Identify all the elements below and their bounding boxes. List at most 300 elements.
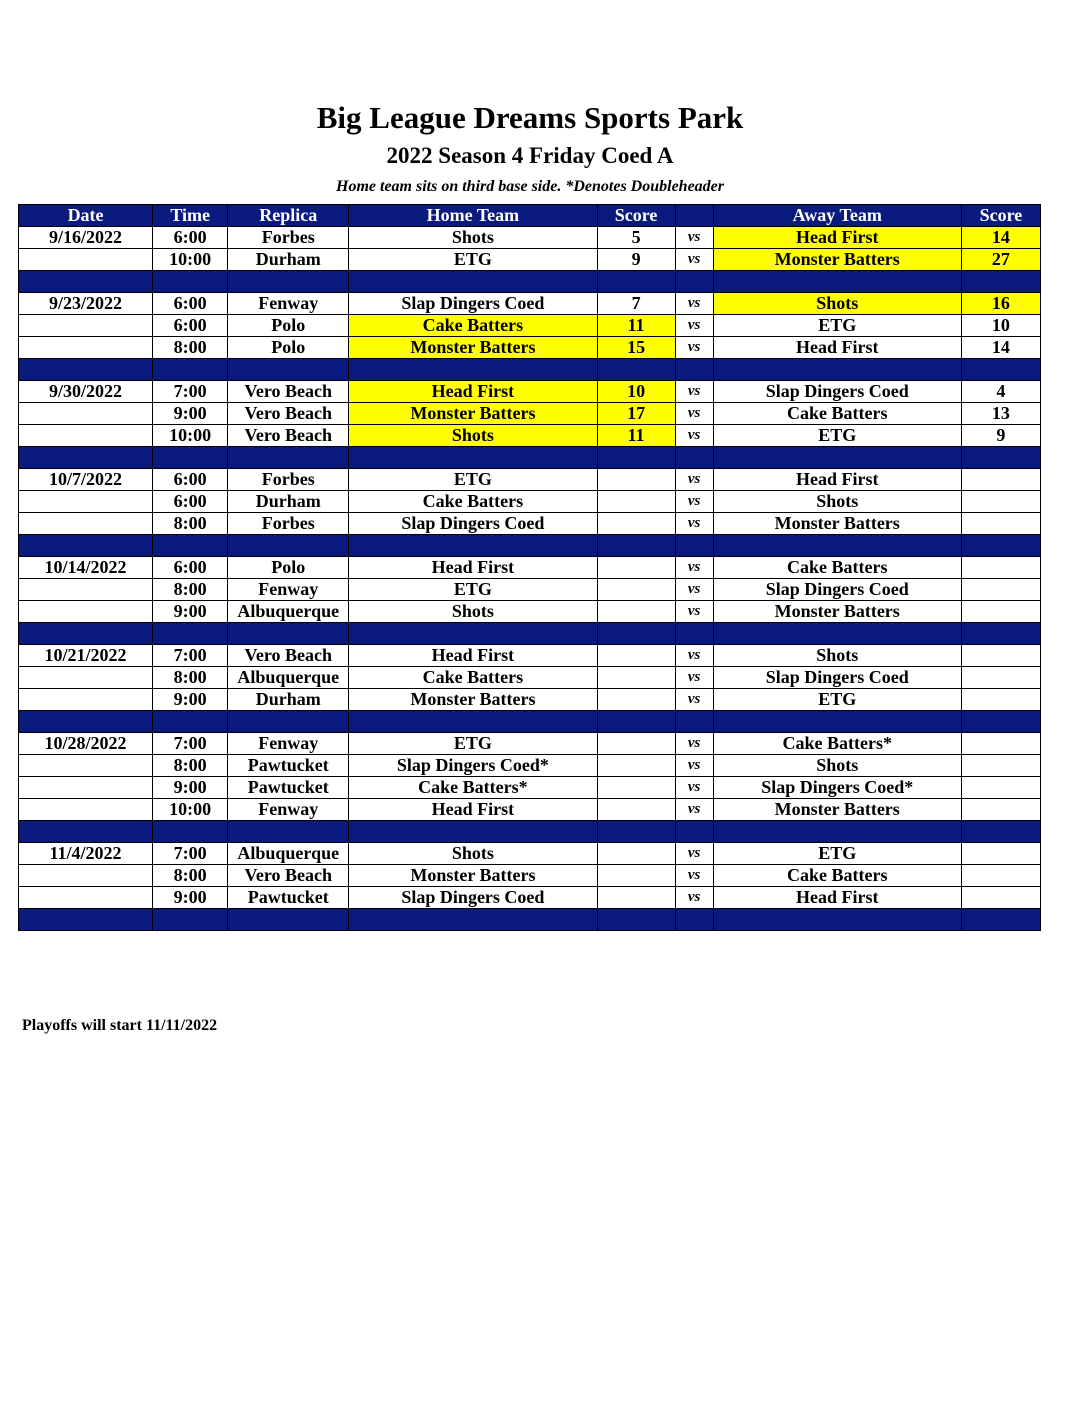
col-header-away-score: Score xyxy=(961,205,1040,227)
away-team-cell: Cake Batters xyxy=(713,865,961,887)
field-cell: Vero Beach xyxy=(228,425,349,447)
field-cell: Fenway xyxy=(228,799,349,821)
separator-cell xyxy=(597,711,675,733)
away-score-cell: 13 xyxy=(961,403,1040,425)
time-cell: 6:00 xyxy=(153,293,228,315)
away-score-cell xyxy=(961,733,1040,755)
home-score-cell xyxy=(597,513,675,535)
home-score-cell xyxy=(597,799,675,821)
away-team-cell: Monster Batters xyxy=(713,249,961,271)
home-score-cell xyxy=(597,865,675,887)
vs-cell: vs xyxy=(675,755,713,777)
table-row xyxy=(19,513,1041,535)
away-team-cell: Monster Batters xyxy=(713,601,961,623)
table-row xyxy=(19,733,1041,755)
field-cell: Vero Beach xyxy=(228,865,349,887)
away-score-cell xyxy=(961,579,1040,601)
home-team-cell: Monster Batters xyxy=(349,403,597,425)
time-cell: 6:00 xyxy=(153,469,228,491)
away-score-cell xyxy=(961,843,1040,865)
col-header-time: Time xyxy=(153,205,228,227)
home-team-cell: ETG xyxy=(349,469,597,491)
home-team-cell: ETG xyxy=(349,579,597,601)
home-score-cell xyxy=(597,755,675,777)
separator-cell xyxy=(228,447,349,469)
home-team-cell: Cake Batters xyxy=(349,491,597,513)
table-row xyxy=(19,579,1041,601)
vs-cell: vs xyxy=(675,513,713,535)
separator-cell xyxy=(961,271,1040,293)
time-cell: 7:00 xyxy=(153,733,228,755)
col-header-home-score: Score xyxy=(597,205,675,227)
away-team-cell: Monster Batters xyxy=(713,513,961,535)
date-cell: 10/21/2022 xyxy=(19,645,153,667)
away-team-cell: Cake Batters* xyxy=(713,733,961,755)
field-cell: Durham xyxy=(228,491,349,513)
away-score-cell xyxy=(961,557,1040,579)
field-cell: Pawtucket xyxy=(228,887,349,909)
vs-cell: vs xyxy=(675,249,713,271)
away-team-cell: Slap Dingers Coed xyxy=(713,579,961,601)
time-cell: 6:00 xyxy=(153,557,228,579)
vs-cell: vs xyxy=(675,381,713,403)
home-team-cell: Monster Batters xyxy=(349,689,597,711)
away-score-cell: 10 xyxy=(961,315,1040,337)
table-row xyxy=(19,337,1041,359)
separator-cell xyxy=(19,821,153,843)
date-cell xyxy=(19,513,153,535)
away-team-cell: Shots xyxy=(713,293,961,315)
field-cell: Albuquerque xyxy=(228,667,349,689)
separator-cell xyxy=(597,623,675,645)
schedule-table xyxy=(18,204,1041,931)
vs-cell: vs xyxy=(675,579,713,601)
separator-cell xyxy=(597,447,675,469)
away-score-cell xyxy=(961,799,1040,821)
week-separator-row xyxy=(19,447,1041,469)
time-cell: 8:00 xyxy=(153,865,228,887)
home-team-cell: Shots xyxy=(349,425,597,447)
away-team-cell: Slap Dingers Coed xyxy=(713,381,961,403)
home-team-cell: Monster Batters xyxy=(349,865,597,887)
away-score-cell: 14 xyxy=(961,227,1040,249)
date-cell: 11/4/2022 xyxy=(19,843,153,865)
field-cell: Polo xyxy=(228,557,349,579)
col-header-away-team: Away Team xyxy=(713,205,961,227)
separator-cell xyxy=(153,359,228,381)
home-score-cell: 10 xyxy=(597,381,675,403)
col-header-vs xyxy=(675,205,713,227)
page-subtitle: 2022 Season 4 Friday Coed A xyxy=(386,143,674,168)
table-row xyxy=(19,227,1041,249)
vs-cell: vs xyxy=(675,315,713,337)
home-team-cell: Slap Dingers Coed xyxy=(349,887,597,909)
time-cell: 8:00 xyxy=(153,513,228,535)
field-cell: Albuquerque xyxy=(228,601,349,623)
time-cell: 10:00 xyxy=(153,799,228,821)
date-cell: 10/28/2022 xyxy=(19,733,153,755)
week-separator-row xyxy=(19,711,1041,733)
time-cell: 8:00 xyxy=(153,667,228,689)
separator-cell xyxy=(597,271,675,293)
home-score-cell xyxy=(597,667,675,689)
date-cell xyxy=(19,425,153,447)
vs-cell: vs xyxy=(675,469,713,491)
date-cell: 9/23/2022 xyxy=(19,293,153,315)
date-cell: 10/7/2022 xyxy=(19,469,153,491)
separator-cell xyxy=(153,447,228,469)
separator-cell xyxy=(228,623,349,645)
away-team-cell: Cake Batters xyxy=(713,557,961,579)
separator-cell xyxy=(228,359,349,381)
home-score-cell xyxy=(597,843,675,865)
home-team-cell: Head First xyxy=(349,381,597,403)
separator-cell xyxy=(228,909,349,931)
away-score-cell xyxy=(961,887,1040,909)
vs-cell: vs xyxy=(675,799,713,821)
away-score-cell xyxy=(961,645,1040,667)
time-cell: 9:00 xyxy=(153,403,228,425)
away-team-cell: Head First xyxy=(713,887,961,909)
away-team-cell: Slap Dingers Coed* xyxy=(713,777,961,799)
home-team-cell: ETG xyxy=(349,733,597,755)
separator-cell xyxy=(228,271,349,293)
away-score-cell xyxy=(961,777,1040,799)
home-team-cell: Shots xyxy=(349,843,597,865)
vs-cell: vs xyxy=(675,667,713,689)
vs-cell: vs xyxy=(675,491,713,513)
vs-cell: vs xyxy=(675,843,713,865)
vs-cell: vs xyxy=(675,425,713,447)
separator-cell xyxy=(961,535,1040,557)
header-row xyxy=(19,205,1041,227)
page-title: Big League Dreams Sports Park xyxy=(316,100,744,135)
separator-cell xyxy=(961,623,1040,645)
away-team-cell: Monster Batters xyxy=(713,799,961,821)
separator-cell xyxy=(349,359,597,381)
separator-cell xyxy=(675,447,713,469)
field-cell: Polo xyxy=(228,315,349,337)
away-team-cell: ETG xyxy=(713,689,961,711)
home-score-cell: 11 xyxy=(597,315,675,337)
separator-cell xyxy=(349,447,597,469)
separator-cell xyxy=(713,711,961,733)
table-row xyxy=(19,689,1041,711)
week-separator-row xyxy=(19,359,1041,381)
home-score-cell xyxy=(597,557,675,579)
week-separator-row xyxy=(19,623,1041,645)
vs-cell: vs xyxy=(675,293,713,315)
table-row xyxy=(19,403,1041,425)
field-cell: Albuquerque xyxy=(228,843,349,865)
home-team-cell: Head First xyxy=(349,557,597,579)
time-cell: 8:00 xyxy=(153,755,228,777)
away-score-cell xyxy=(961,469,1040,491)
separator-cell xyxy=(675,623,713,645)
vs-cell: vs xyxy=(675,227,713,249)
field-cell: Fenway xyxy=(228,579,349,601)
separator-cell xyxy=(349,271,597,293)
table-row xyxy=(19,249,1041,271)
time-cell: 9:00 xyxy=(153,601,228,623)
vs-cell: vs xyxy=(675,557,713,579)
away-score-cell xyxy=(961,601,1040,623)
separator-cell xyxy=(19,271,153,293)
separator-cell xyxy=(961,909,1040,931)
date-cell xyxy=(19,865,153,887)
table-row xyxy=(19,887,1041,909)
home-team-cell: Cake Batters xyxy=(349,315,597,337)
separator-cell xyxy=(961,711,1040,733)
col-header-date: Date xyxy=(19,205,153,227)
date-cell xyxy=(19,601,153,623)
field-cell: Durham xyxy=(228,249,349,271)
date-cell xyxy=(19,777,153,799)
time-cell: 7:00 xyxy=(153,843,228,865)
away-team-cell: Head First xyxy=(713,337,961,359)
time-cell: 10:00 xyxy=(153,425,228,447)
home-team-cell: Slap Dingers Coed* xyxy=(349,755,597,777)
home-score-cell xyxy=(597,601,675,623)
separator-cell xyxy=(153,821,228,843)
table-row xyxy=(19,777,1041,799)
vs-cell: vs xyxy=(675,689,713,711)
home-team-cell: ETG xyxy=(349,249,597,271)
time-cell: 7:00 xyxy=(153,645,228,667)
field-cell: Fenway xyxy=(228,733,349,755)
week-separator-row xyxy=(19,909,1041,931)
field-cell: Pawtucket xyxy=(228,755,349,777)
home-team-cell: Shots xyxy=(349,227,597,249)
date-cell xyxy=(19,403,153,425)
home-score-cell: 11 xyxy=(597,425,675,447)
away-team-cell: Shots xyxy=(713,645,961,667)
separator-cell xyxy=(597,359,675,381)
table-row xyxy=(19,645,1041,667)
table-row xyxy=(19,381,1041,403)
separator-cell xyxy=(19,447,153,469)
field-cell: Vero Beach xyxy=(228,403,349,425)
date-cell xyxy=(19,887,153,909)
separator-cell xyxy=(349,623,597,645)
separator-cell xyxy=(349,909,597,931)
vs-cell: vs xyxy=(675,777,713,799)
playoffs-note: Playoffs will start 11/11/2022 xyxy=(22,1017,218,1034)
home-team-cell: Cake Batters* xyxy=(349,777,597,799)
date-cell xyxy=(19,579,153,601)
date-cell: 9/30/2022 xyxy=(19,381,153,403)
separator-cell xyxy=(19,535,153,557)
vs-cell: vs xyxy=(675,865,713,887)
col-header-home-team: Home Team xyxy=(349,205,597,227)
away-score-cell: 9 xyxy=(961,425,1040,447)
separator-cell xyxy=(713,821,961,843)
field-cell: Durham xyxy=(228,689,349,711)
separator-cell xyxy=(713,271,961,293)
separator-cell xyxy=(675,909,713,931)
week-separator-row xyxy=(19,271,1041,293)
date-cell xyxy=(19,799,153,821)
date-cell xyxy=(19,755,153,777)
separator-cell xyxy=(961,359,1040,381)
separator-cell xyxy=(153,535,228,557)
separator-cell xyxy=(675,535,713,557)
separator-cell xyxy=(675,821,713,843)
vs-cell: vs xyxy=(675,645,713,667)
home-score-cell xyxy=(597,645,675,667)
vs-cell: vs xyxy=(675,733,713,755)
table-row xyxy=(19,557,1041,579)
table-row xyxy=(19,601,1041,623)
table-row xyxy=(19,843,1041,865)
field-cell: Fenway xyxy=(228,293,349,315)
field-cell: Polo xyxy=(228,337,349,359)
separator-cell xyxy=(597,909,675,931)
separator-cell xyxy=(713,447,961,469)
away-score-cell xyxy=(961,667,1040,689)
away-score-cell xyxy=(961,491,1040,513)
separator-cell xyxy=(675,359,713,381)
time-cell: 6:00 xyxy=(153,315,228,337)
home-team-cell: Shots xyxy=(349,601,597,623)
date-cell xyxy=(19,249,153,271)
home-score-cell xyxy=(597,887,675,909)
table-row xyxy=(19,755,1041,777)
field-cell: Pawtucket xyxy=(228,777,349,799)
away-score-cell: 4 xyxy=(961,381,1040,403)
separator-cell xyxy=(713,535,961,557)
home-score-cell: 9 xyxy=(597,249,675,271)
home-score-cell xyxy=(597,689,675,711)
away-team-cell: Shots xyxy=(713,755,961,777)
field-cell: Forbes xyxy=(228,513,349,535)
col-header-replica: Replica xyxy=(228,205,349,227)
separator-cell xyxy=(349,535,597,557)
date-cell xyxy=(19,689,153,711)
field-cell: Vero Beach xyxy=(228,645,349,667)
table-row xyxy=(19,425,1041,447)
home-score-cell xyxy=(597,469,675,491)
vs-cell: vs xyxy=(675,601,713,623)
away-team-cell: Head First xyxy=(713,227,961,249)
separator-cell xyxy=(597,821,675,843)
separator-cell xyxy=(713,623,961,645)
separator-cell xyxy=(713,359,961,381)
home-team-cell: Slap Dingers Coed xyxy=(349,293,597,315)
date-cell: 9/16/2022 xyxy=(19,227,153,249)
separator-cell xyxy=(153,271,228,293)
week-separator-row xyxy=(19,821,1041,843)
separator-cell xyxy=(19,359,153,381)
separator-cell xyxy=(675,711,713,733)
time-cell: 8:00 xyxy=(153,337,228,359)
page-note: Home team sits on third base side. *Denotes Doubleheader xyxy=(336,178,724,195)
table-row xyxy=(19,799,1041,821)
vs-cell: vs xyxy=(675,337,713,359)
time-cell: 9:00 xyxy=(153,887,228,909)
date-cell: 10/14/2022 xyxy=(19,557,153,579)
away-score-cell: 27 xyxy=(961,249,1040,271)
separator-cell xyxy=(961,447,1040,469)
separator-cell xyxy=(961,821,1040,843)
time-cell: 6:00 xyxy=(153,491,228,513)
away-score-cell: 16 xyxy=(961,293,1040,315)
away-score-cell xyxy=(961,689,1040,711)
home-score-cell xyxy=(597,777,675,799)
away-team-cell: ETG xyxy=(713,843,961,865)
date-cell xyxy=(19,337,153,359)
table-row xyxy=(19,293,1041,315)
separator-cell xyxy=(228,535,349,557)
home-score-cell xyxy=(597,579,675,601)
home-team-cell: Cake Batters xyxy=(349,667,597,689)
away-score-cell xyxy=(961,513,1040,535)
away-team-cell: Shots xyxy=(713,491,961,513)
home-team-cell: Head First xyxy=(349,799,597,821)
separator-cell xyxy=(153,711,228,733)
table-row xyxy=(19,469,1041,491)
field-cell: Forbes xyxy=(228,227,349,249)
time-cell: 9:00 xyxy=(153,777,228,799)
separator-cell xyxy=(19,909,153,931)
home-team-cell: Monster Batters xyxy=(349,337,597,359)
separator-cell xyxy=(19,711,153,733)
separator-cell xyxy=(153,909,228,931)
separator-cell xyxy=(349,711,597,733)
home-score-cell: 15 xyxy=(597,337,675,359)
field-cell: Forbes xyxy=(228,469,349,491)
table-row xyxy=(19,315,1041,337)
away-team-cell: Slap Dingers Coed xyxy=(713,667,961,689)
home-team-cell: Slap Dingers Coed xyxy=(349,513,597,535)
away-team-cell: ETG xyxy=(713,425,961,447)
separator-cell xyxy=(597,535,675,557)
separator-cell xyxy=(228,821,349,843)
date-cell xyxy=(19,491,153,513)
time-cell: 7:00 xyxy=(153,381,228,403)
vs-cell: vs xyxy=(675,887,713,909)
away-score-cell xyxy=(961,865,1040,887)
week-separator-row xyxy=(19,535,1041,557)
away-score-cell xyxy=(961,755,1040,777)
table-row xyxy=(19,491,1041,513)
away-team-cell: Cake Batters xyxy=(713,403,961,425)
time-cell: 8:00 xyxy=(153,579,228,601)
home-score-cell: 5 xyxy=(597,227,675,249)
separator-cell xyxy=(153,623,228,645)
away-team-cell: ETG xyxy=(713,315,961,337)
time-cell: 6:00 xyxy=(153,227,228,249)
separator-cell xyxy=(349,821,597,843)
home-score-cell xyxy=(597,733,675,755)
date-cell xyxy=(19,667,153,689)
home-score-cell: 17 xyxy=(597,403,675,425)
vs-cell: vs xyxy=(675,403,713,425)
home-score-cell xyxy=(597,491,675,513)
away-team-cell: Head First xyxy=(713,469,961,491)
table-row xyxy=(19,865,1041,887)
home-score-cell: 7 xyxy=(597,293,675,315)
separator-cell xyxy=(19,623,153,645)
separator-cell xyxy=(228,711,349,733)
table-row xyxy=(19,667,1041,689)
time-cell: 9:00 xyxy=(153,689,228,711)
field-cell: Vero Beach xyxy=(228,381,349,403)
time-cell: 10:00 xyxy=(153,249,228,271)
separator-cell xyxy=(675,271,713,293)
home-team-cell: Head First xyxy=(349,645,597,667)
separator-cell xyxy=(713,909,961,931)
